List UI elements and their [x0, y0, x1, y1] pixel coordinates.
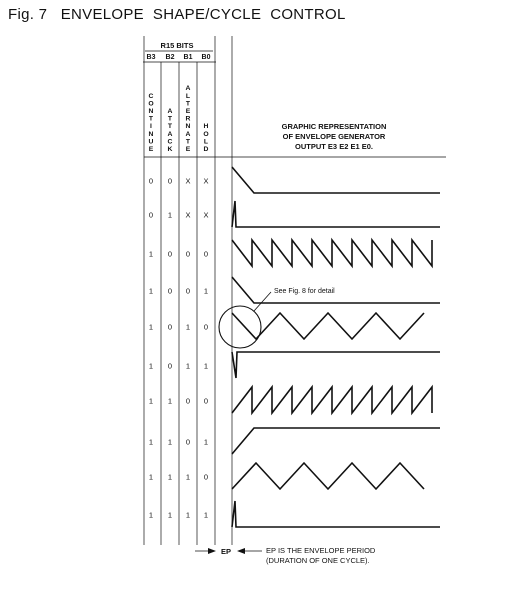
- bit-value: 1: [167, 437, 173, 447]
- bit-name-letter: L: [203, 138, 209, 146]
- bit-value: 1: [167, 472, 173, 482]
- bit-name-letter: L: [185, 92, 191, 100]
- bit-headers: [147, 54, 211, 61]
- register-label: R15 BITS: [160, 41, 194, 50]
- envelope-waveform: [232, 240, 432, 266]
- bit-value: 0: [185, 396, 191, 406]
- bit-name-letter: A: [185, 130, 191, 138]
- bit-value: 1: [185, 361, 191, 371]
- envelope-row: [149, 167, 440, 193]
- bit-header-b0: B0: [201, 54, 211, 61]
- bit-name-columns: [148, 85, 208, 153]
- bit-name-letter: C: [148, 92, 154, 100]
- detail-circle: [219, 306, 261, 348]
- bit-value: 0: [167, 176, 173, 186]
- bit-name-letter: A: [167, 108, 173, 115]
- bit-name-letter: I: [150, 123, 152, 131]
- ep-description-line-1: EP IS THE ENVELOPE PERIOD: [266, 546, 376, 555]
- bit-name-letter: T: [167, 115, 173, 123]
- bit-name-continue: [148, 93, 154, 153]
- bit-name-letter: K: [167, 146, 173, 153]
- bit-name-letter: E: [185, 146, 191, 153]
- bit-header-b1: B1: [183, 54, 193, 61]
- bit-name-letter: N: [185, 123, 191, 131]
- bit-value: X: [185, 210, 191, 220]
- bit-value: 1: [203, 361, 209, 371]
- bit-value: 0: [167, 361, 173, 371]
- envelope-rows: [149, 167, 440, 527]
- bit-value: X: [203, 210, 209, 220]
- figure-title: Fig. 7 ENVELOPE SHAPE/CYCLE CONTROL: [8, 6, 346, 23]
- bit-value: 0: [203, 249, 209, 259]
- bit-value: 1: [203, 510, 209, 520]
- bit-name-letter: R: [185, 115, 191, 123]
- bit-value: 1: [148, 510, 154, 520]
- bit-name-hold: [203, 123, 208, 153]
- bit-value: 1: [148, 286, 154, 296]
- ep-label: EP: [221, 547, 232, 556]
- envelope-row: [149, 501, 440, 527]
- envelope-row: [149, 463, 424, 489]
- bit-name-letter: U: [148, 138, 154, 146]
- bit-value: 1: [148, 361, 154, 371]
- bit-name-letter: N: [148, 130, 154, 138]
- bit-value: 0: [148, 176, 154, 186]
- bit-value: 1: [148, 472, 154, 482]
- bit-header-b2: B2: [165, 54, 175, 61]
- bit-value: 0: [167, 286, 173, 296]
- bit-value: 0: [167, 249, 173, 259]
- ep-description-line-2: (DURATION OF ONE CYCLE).: [266, 556, 370, 565]
- bit-value: 0: [203, 472, 209, 482]
- caption-line-3: OUTPUT E3 E2 E1 E0.: [295, 142, 373, 151]
- bit-name-attack: [168, 108, 173, 153]
- bit-name-letter: A: [185, 85, 191, 93]
- bit-name-alternate: [186, 85, 191, 153]
- bit-value: 1: [148, 437, 154, 447]
- bit-value: 0: [167, 322, 173, 332]
- bit-value: 0: [203, 322, 209, 332]
- bit-value: X: [203, 176, 209, 186]
- bit-value: 0: [148, 210, 154, 220]
- bit-name-letter: E: [185, 108, 191, 115]
- bit-value: 0: [185, 437, 191, 447]
- bit-value: 1: [203, 286, 209, 296]
- bit-value: 1: [148, 322, 154, 332]
- envelope-row: [149, 428, 440, 454]
- envelope-row: [149, 240, 432, 266]
- bit-name-letter: C: [167, 138, 173, 146]
- bit-value: X: [185, 176, 191, 186]
- caption-line-2: OF ENVELOPE GENERATOR: [282, 132, 386, 141]
- caption-line-1: GRAPHIC REPRESENTATION: [281, 122, 387, 131]
- envelope-waveform: [232, 277, 440, 303]
- bit-name-letter: T: [167, 123, 173, 131]
- bit-name-letter: T: [185, 100, 191, 108]
- bit-name-letter: O: [148, 100, 154, 108]
- bit-value: 1: [203, 437, 209, 447]
- envelope-row: [149, 352, 440, 378]
- bit-name-letter: E: [148, 146, 154, 153]
- detail-leader-line: [254, 292, 271, 311]
- envelope-row: [149, 201, 440, 227]
- bit-header-b3: B3: [146, 54, 156, 61]
- envelope-waveform: [232, 463, 424, 489]
- bit-value: 1: [185, 472, 191, 482]
- envelope-waveform: [232, 387, 432, 413]
- bit-value: 1: [167, 210, 173, 220]
- bit-value: 1: [185, 322, 191, 332]
- envelope-waveform: [232, 352, 440, 378]
- bit-value: 0: [185, 286, 191, 296]
- ep-arrow-left-head: [208, 548, 216, 554]
- bit-value: 1: [185, 510, 191, 520]
- bit-value: 1: [167, 396, 173, 406]
- bit-name-letter: N: [148, 108, 154, 115]
- bit-value: 1: [148, 396, 154, 406]
- envelope-row: [149, 387, 432, 413]
- bit-value: 1: [148, 249, 154, 259]
- bit-name-letter: A: [167, 130, 173, 138]
- bit-name-letter: D: [203, 146, 209, 153]
- bit-value: 1: [167, 510, 173, 520]
- bit-value: 0: [203, 396, 209, 406]
- bit-name-letter: T: [185, 138, 191, 146]
- envelope-waveform: [232, 167, 440, 193]
- bit-value: 0: [185, 249, 191, 259]
- envelope-row: [149, 313, 424, 339]
- bit-name-letter: H: [203, 123, 209, 131]
- bit-name-letter: T: [148, 115, 154, 123]
- detail-annotation: See Fig. 8 for detail: [274, 288, 335, 295]
- envelope-waveform: [232, 501, 440, 527]
- bit-name-letter: O: [203, 130, 209, 138]
- envelope-waveform: [232, 201, 440, 227]
- envelope-waveform: [232, 428, 440, 454]
